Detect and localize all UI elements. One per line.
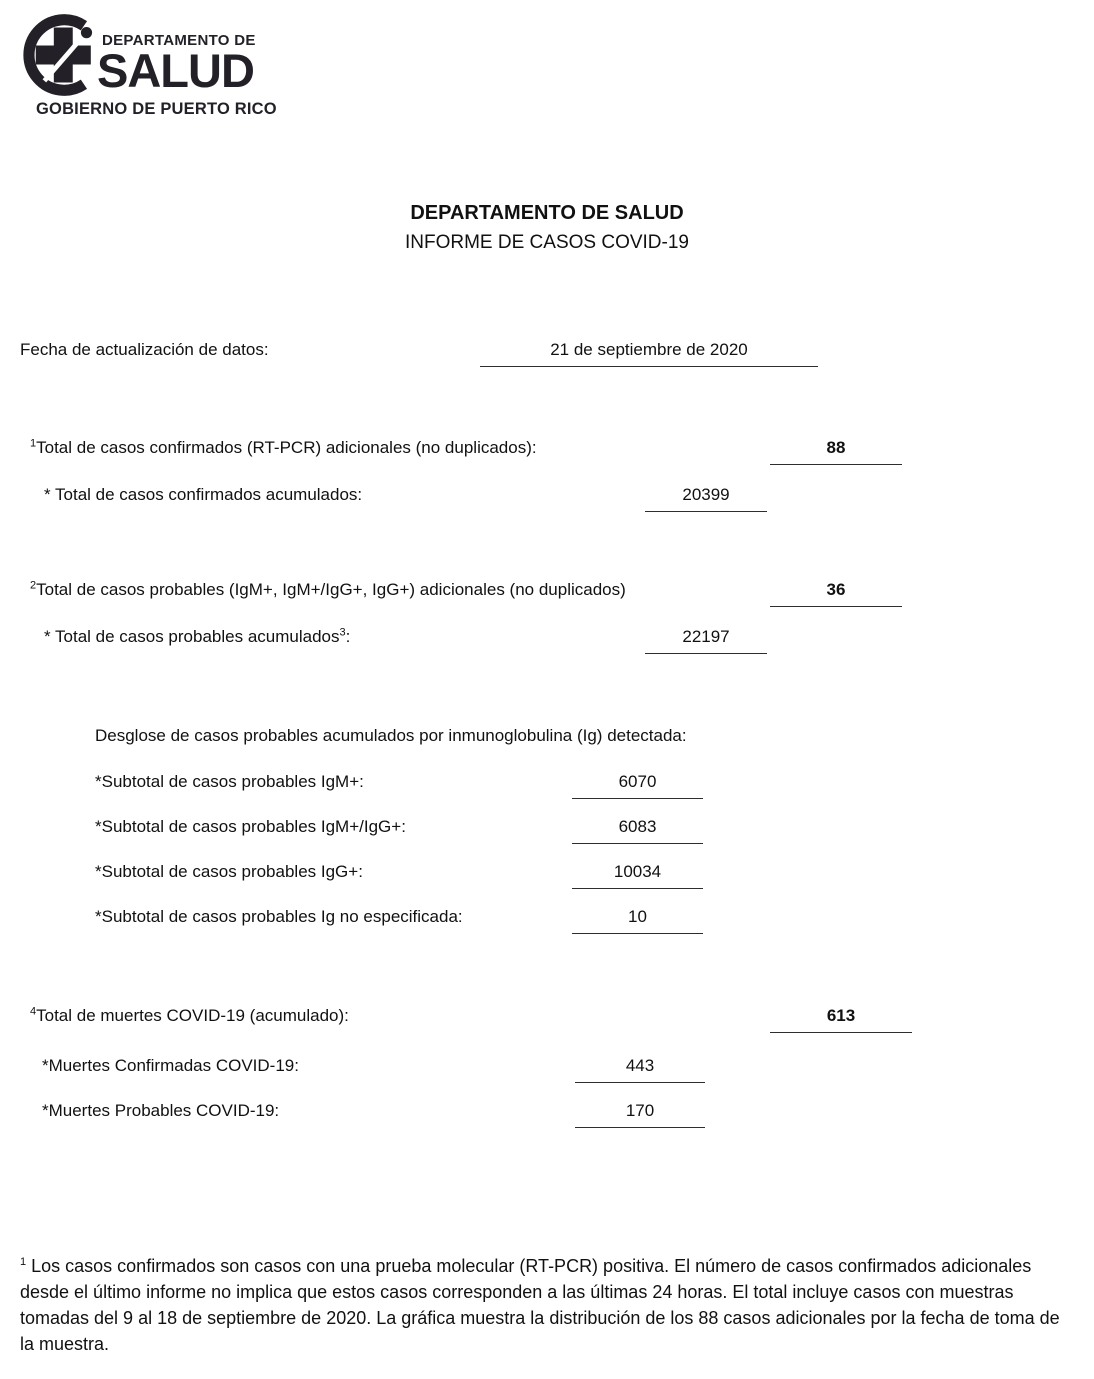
confirmed-additional-label: $^1$Total de casos confirmados (RT-PCR) adicionales (no duplicados):: [30, 437, 537, 457]
document-title: DEPARTAMENTO DE SALUD: [410, 202, 684, 224]
subtotal-igm-label: *Subtotal de casos probables IgM+:: [95, 772, 364, 791]
logo-department-text: DEPARTAMENTO DE: [102, 32, 256, 49]
deaths-probable-value: 170: [575, 1099, 705, 1128]
deaths-probable-label: *Muertes Probables COVID-19:: [42, 1101, 280, 1120]
footnote-marker-1: 1: [30, 437, 37, 450]
date-label: Fecha de actualización de datos:: [20, 340, 269, 359]
probable-accumulated-value: 22197: [645, 625, 767, 654]
deaths-total-label: $^4$Total de muertes COVID-19 (acumulado):: [30, 1005, 349, 1025]
probable-accumulated-row: [0, 627, 1094, 657]
logo-gobierno-text: GOBIERNO DE PUERTO RICO: [36, 100, 277, 118]
deaths-confirmed-value: 443: [575, 1054, 705, 1083]
footnote-1-marker: 1: [20, 1256, 27, 1268]
probable-accumulated-label: * Total de casos probables acumulados$^3$:: [44, 626, 351, 646]
logo-salud-text: SALUD: [97, 44, 254, 97]
footnote-text: Los casos confirmados son casos con una prueba molecular (RT-PCR) positiva. El número de casos confirmados adicionales desde el último informe no implica que estos casos corresponden a las últimas 24 horas. El total incluye casos con muestras tomadas del 9 al 18 de septiembre de 2020. La gráfica muestra la distribución de los 88 casos adicionales por la fecha de toma de la muestra.: [20, 1256, 1060, 1354]
subtotal-igg-label: *Subtotal de casos probables IgG+:: [95, 862, 363, 881]
footnote-marker-2: 2: [30, 579, 37, 592]
confirmed-accumulated-value: 20399: [645, 483, 767, 512]
subtotal-igm-igg-row: [0, 817, 1094, 847]
date-value: 21 de septiembre de 2020: [480, 338, 818, 367]
breakdown-heading-row: [0, 726, 1094, 756]
probable-additional-value: 36: [770, 578, 902, 607]
date-row: [0, 340, 1094, 370]
footnote-marker-4: 4: [30, 1005, 37, 1018]
confirmed-accumulated-row: [0, 485, 1094, 515]
logo: [22, 10, 302, 130]
deaths-total-row: [0, 1006, 1094, 1036]
subtotal-igg-row: [0, 862, 1094, 892]
subtotal-ig-unspecified-label: *Subtotal de casos probables Ig no especificada:: [95, 907, 463, 926]
deaths-confirmed-label: *Muertes Confirmadas COVID-19:: [42, 1056, 299, 1075]
subtotal-igm-row: [0, 772, 1094, 802]
subtotal-igg-value: 10034: [572, 860, 703, 889]
deaths-probable-row: [0, 1101, 1094, 1131]
probable-additional-label: $^2$Total de casos probables (IgM+, IgM+/IgG+, IgG+) adicionales (no duplicados): [30, 579, 626, 599]
deaths-confirmed-row: [0, 1056, 1094, 1086]
subtotal-ig-unspecified-value: 10: [572, 905, 703, 934]
confirmed-additional-row: [0, 438, 1094, 468]
deaths-total-value: 613: [770, 1004, 912, 1033]
confirmed-accumulated-label: * Total de casos confirmados acumulados:: [44, 485, 363, 504]
footnote-marker-3: 3: [339, 626, 346, 639]
subtotal-ig-unspecified-row: [0, 907, 1094, 937]
subtotal-igm-igg-value: 6083: [572, 815, 703, 844]
confirmed-additional-value: 88: [770, 436, 902, 465]
breakdown-heading: Desglose de casos probables acumulados por inmunoglobulina (Ig) detectada:: [95, 726, 687, 745]
footnote: [20, 1253, 1075, 1357]
subtotal-igm-igg-label: *Subtotal de casos probables IgM+/IgG+:: [95, 817, 406, 836]
probable-additional-row: [0, 580, 1094, 610]
subtotal-igm-value: 6070: [572, 770, 703, 799]
document-subtitle: INFORME DE CASOS COVID-19: [405, 232, 689, 253]
salud-cross-icon: [22, 12, 108, 98]
